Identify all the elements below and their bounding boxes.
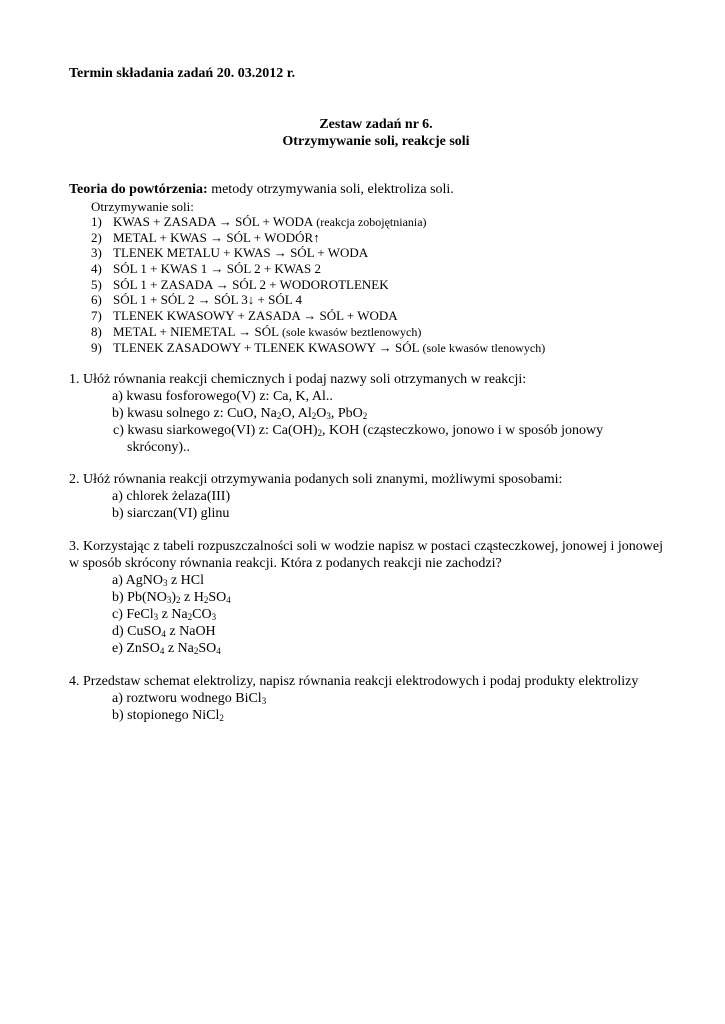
subscript: 3 bbox=[326, 411, 331, 421]
subscript: 3 bbox=[166, 595, 172, 605]
formula-text: e) ZnSO bbox=[112, 641, 160, 656]
method-item bbox=[91, 324, 545, 340]
method-item bbox=[91, 292, 545, 308]
formula-text: a) AgNO bbox=[112, 573, 163, 588]
theory-line bbox=[69, 182, 454, 198]
method-item bbox=[91, 245, 545, 261]
subscript: 2 bbox=[276, 411, 282, 421]
method-note: (sole kwasów tlenowych) bbox=[419, 340, 546, 355]
formula-text: O bbox=[316, 406, 327, 421]
task-2-item-b: b) siarczan(VI) glinu bbox=[112, 506, 230, 521]
method-text: SÓL 1 + SÓL 2 → SÓL 3↓ + SÓL 4 bbox=[113, 292, 302, 308]
formula-text: z HCl bbox=[167, 573, 204, 588]
method-text: METAL + KWAS → SÓL + WODÓR↑ bbox=[113, 229, 320, 245]
method-text: METAL + NIEMETAL → SÓL bbox=[113, 323, 280, 339]
subscript: 4 bbox=[159, 646, 165, 656]
task-4 bbox=[69, 673, 709, 724]
subscript: 2 bbox=[203, 595, 209, 605]
formula-text: c) kwasu siarkowego(VI) z: Ca(OH) bbox=[113, 423, 318, 438]
theory-label: Teoria do powtórzenia: bbox=[69, 182, 208, 197]
method-number: 1) bbox=[91, 214, 102, 229]
formula-text: SO bbox=[198, 641, 217, 656]
formula-text: SO bbox=[208, 590, 227, 605]
formula-text: c) FeCl bbox=[112, 607, 154, 622]
method-text: TLENEK METALU + KWAS → SÓL + WODA bbox=[113, 245, 369, 261]
task-3-item-a bbox=[69, 572, 669, 589]
method-text: SÓL 1 + ZASADA → SÓL 2 + WODOROTLENEK bbox=[113, 276, 389, 292]
subscript: 3 bbox=[261, 696, 267, 706]
method-number: 3) bbox=[91, 245, 102, 261]
item-continuation: skrócony).. bbox=[127, 440, 190, 455]
subscript: 2 bbox=[219, 713, 224, 723]
formula-text: z Na bbox=[164, 641, 194, 656]
method-item bbox=[91, 340, 545, 356]
method-item bbox=[91, 277, 545, 293]
method-number: 6) bbox=[91, 292, 102, 308]
subscript: 3 bbox=[211, 612, 217, 622]
set-title: Zestaw zadań nr 6. bbox=[319, 117, 433, 132]
formula-text: , PbO bbox=[330, 406, 363, 421]
method-number: 2) bbox=[91, 229, 102, 245]
method-note: (sole kwasów beztlenowych) bbox=[279, 324, 422, 339]
method-number: 7) bbox=[91, 308, 102, 324]
subscript: 4 bbox=[216, 646, 221, 656]
method-number: 5) bbox=[91, 276, 102, 292]
method-item bbox=[91, 308, 545, 324]
theory-text: metody otrzymywania soli, elektroliza soli. bbox=[207, 182, 454, 197]
subscript: 3 bbox=[162, 578, 168, 588]
formula-text: a) roztworu wodnego BiCl bbox=[112, 691, 262, 706]
task-4-heading: 4. Przedstaw schemat elektrolizy, napisz równania reakcji elektrodowych i podaj produkty elektrolizy bbox=[69, 674, 639, 689]
task-4-item-a bbox=[69, 690, 709, 707]
task-3-item-c bbox=[69, 606, 669, 623]
task-3 bbox=[69, 538, 669, 657]
formula-text: z Na bbox=[158, 607, 188, 622]
method-text: TLENEK KWASOWY + ZASADA → SÓL + WODA bbox=[113, 308, 398, 324]
formula-text: O, Al bbox=[281, 406, 312, 421]
formula-text: b) kwasu solnego z: CuO, Na bbox=[112, 406, 277, 421]
deadline: Termin składania zadań 20. 03.2012 r. bbox=[69, 66, 296, 81]
method-note: (reakcja zobojętniania) bbox=[313, 215, 427, 229]
task-1 bbox=[69, 371, 669, 456]
subscript: 2 bbox=[187, 612, 193, 622]
method-item bbox=[91, 261, 545, 277]
method-item bbox=[91, 230, 545, 246]
subscript: 2 bbox=[362, 411, 368, 421]
set-subtitle: Otrzymywanie soli, reakcje soli bbox=[282, 134, 470, 149]
method-text: SÓL 1 + KWAS 1 → SÓL 2 + KWAS 2 bbox=[113, 261, 321, 277]
formula-text: z NaOH bbox=[165, 624, 216, 639]
formula-text: b) stopionego NiCl bbox=[112, 708, 220, 723]
subscript: 2 bbox=[176, 595, 181, 605]
formula-text: z H bbox=[180, 590, 204, 605]
method-item bbox=[91, 214, 545, 230]
subscript: 3 bbox=[153, 612, 159, 622]
subscript: 2 bbox=[317, 428, 322, 438]
task-2 bbox=[69, 471, 669, 522]
task-1-item-b bbox=[69, 405, 669, 422]
task-2-heading: 2. Ułóż równania reakcji otrzymywania podanych soli znanymi, możliwymi sposobami: bbox=[69, 472, 563, 487]
methods-label: Otrzymywanie soli: bbox=[91, 199, 194, 214]
method-text: KWAS + ZASADA → SÓL + WODA bbox=[113, 214, 314, 229]
task-1-item-a: a) kwasu fosforowego(V) z: Ca, K, Al.. bbox=[112, 389, 333, 404]
subscript: 4 bbox=[226, 595, 231, 605]
method-number: 9) bbox=[91, 339, 102, 355]
methods-list bbox=[91, 214, 545, 355]
method-number: 4) bbox=[91, 261, 102, 277]
formula-text: ) bbox=[171, 590, 177, 605]
subscript: 2 bbox=[193, 646, 199, 656]
task-3-item-b bbox=[69, 589, 669, 606]
formula-text: , KOH (cząsteczkowo, jonowo i w sposób jonowy bbox=[321, 423, 604, 438]
formula-text: CO bbox=[192, 607, 212, 622]
formula-text: b) Pb(NO bbox=[112, 590, 167, 605]
task-3-heading: 3. Korzystając z tabeli rozpuszczalności soli w wodzie napisz w postaci cząsteczkowej, jonowej i jonowej w sposób skrócony równania reakcji. Która z podanych reakcji nie zachodzi? bbox=[69, 539, 664, 571]
method-number: 8) bbox=[91, 323, 102, 339]
task-1-item-c bbox=[69, 422, 669, 456]
task-1-heading: 1. Ułóż równania reakcji chemicznych i podaj nazwy soli otrzymanych w reakcji: bbox=[69, 372, 527, 387]
formula-text: d) CuSO bbox=[112, 624, 162, 639]
task-4-item-b bbox=[69, 707, 709, 724]
task-3-item-e bbox=[69, 640, 669, 657]
task-2-item-a: a) chlorek żelaza(III) bbox=[112, 489, 231, 504]
method-text: TLENEK ZASADOWY + TLENEK KWASOWY → SÓL bbox=[113, 339, 420, 355]
task-3-item-d bbox=[69, 623, 669, 640]
subscript: 4 bbox=[161, 629, 166, 639]
subscript: 2 bbox=[311, 411, 317, 421]
